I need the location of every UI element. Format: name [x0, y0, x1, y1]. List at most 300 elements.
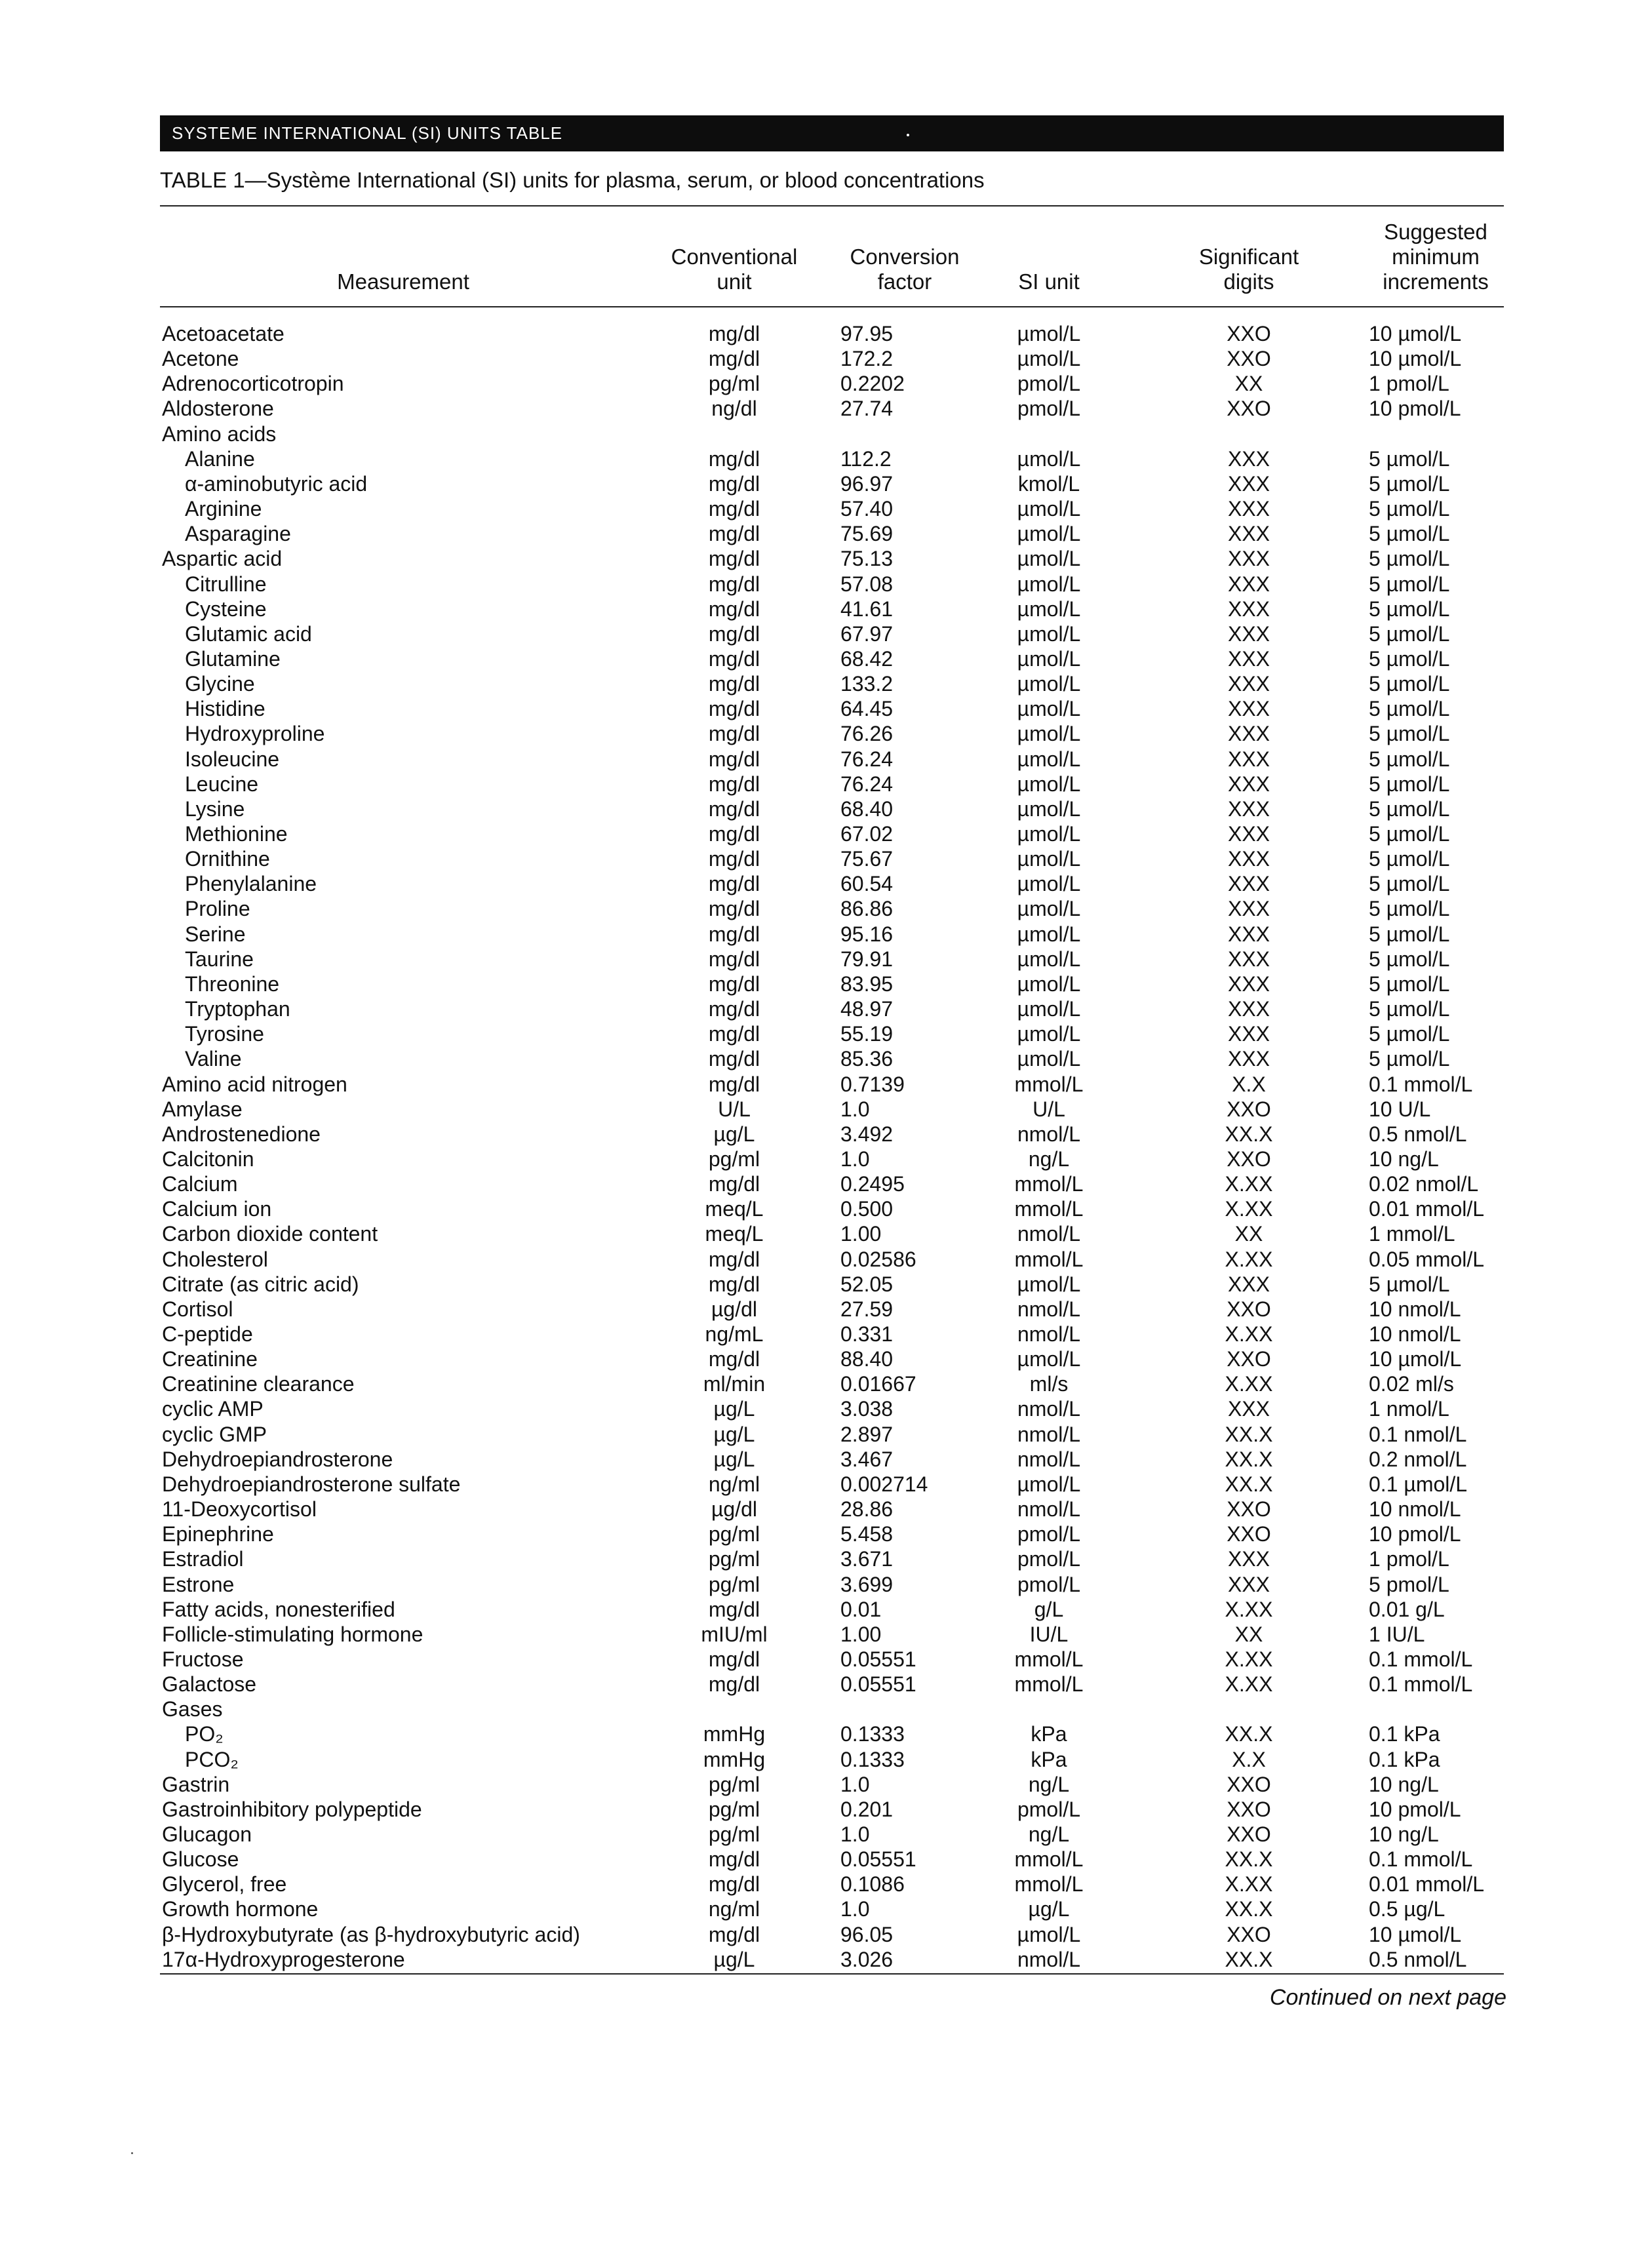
header-conventional-unit: Conventional unit [671, 245, 798, 294]
cell-suggested-increment: 5 µmol/L [1369, 997, 1450, 1021]
cell-conventional-unit: mg/dl [708, 522, 760, 545]
cell-conventional-unit: pg/ml [708, 1522, 760, 1546]
cell-significant-digits: XXX [1227, 672, 1270, 696]
cell-significant-digits: XXX [1227, 572, 1270, 596]
cell-conversion-factor: 96.97 [840, 472, 894, 496]
cell-measurement: Glycine [185, 672, 255, 696]
cell-suggested-increment: 0.5 nmol/L [1369, 1948, 1467, 1971]
cell-conversion-factor: 112.2 [840, 447, 892, 471]
header-suggested-minimum-increments: Suggested minimum increments [1383, 220, 1489, 294]
cell-suggested-increment: 0.1 nmol/L [1369, 1423, 1467, 1446]
cell-significant-digits: XXX [1227, 897, 1270, 920]
cell-measurement: Arginine [185, 497, 262, 521]
cell-conversion-factor: 76.26 [840, 722, 894, 745]
cell-si-unit: µmol/L [1017, 622, 1081, 646]
cell-si-unit: µmol/L [1017, 1272, 1081, 1296]
cell-conventional-unit: µg/L [713, 1948, 755, 1971]
cell-measurement: Threonine [185, 972, 280, 996]
cell-conversion-factor: 1.0 [840, 1147, 870, 1171]
cell-measurement: Hydroxyproline [185, 722, 325, 745]
table-row [0, 747, 1652, 772]
cell-measurement: Aldosterone [162, 397, 274, 420]
cell-measurement: Isoleucine [185, 747, 280, 771]
cell-conversion-factor: 0.05551 [840, 1647, 916, 1671]
table-row [0, 646, 1652, 671]
cell-measurement: Calcium [162, 1172, 238, 1196]
cell-conversion-factor: 1.00 [840, 1222, 882, 1246]
cell-measurement: Adrenocorticotropin [162, 372, 344, 395]
cell-significant-digits: XXX [1227, 622, 1270, 646]
cell-suggested-increment: 5 µmol/L [1369, 947, 1450, 971]
table-row [0, 1447, 1652, 1472]
cell-significant-digits: XXX [1227, 1022, 1270, 1046]
cell-si-unit: µmol/L [1017, 822, 1081, 846]
cell-significant-digits: XX.X [1225, 1423, 1273, 1446]
table-row [0, 597, 1652, 621]
cell-conventional-unit: ng/mL [705, 1322, 764, 1346]
cell-conversion-factor: 0.02586 [840, 1248, 916, 1271]
table-row [0, 846, 1652, 871]
cell-measurement: Gastrin [162, 1773, 230, 1796]
cell-conventional-unit: mg/dl [708, 1047, 760, 1071]
cell-measurement: Dehydroepiandrosterone sulfate [162, 1472, 461, 1496]
cell-conventional-unit: pg/ml [708, 1547, 760, 1571]
section-banner [160, 115, 1504, 151]
cell-si-unit: ml/s [1029, 1372, 1069, 1396]
cell-significant-digits: XX [1234, 1222, 1263, 1246]
cell-conversion-factor: 172.2 [840, 347, 894, 370]
cell-conventional-unit: mg/dl [708, 1672, 760, 1696]
table-row [0, 1322, 1652, 1347]
cell-si-unit: mmol/L [1014, 1672, 1084, 1696]
table-row [0, 371, 1652, 396]
cell-conventional-unit: pg/ml [708, 1573, 760, 1596]
cell-measurement: Valine [185, 1047, 242, 1071]
cell-conventional-unit: mg/dl [708, 897, 760, 920]
table-row [0, 1196, 1652, 1221]
cell-si-unit: µmol/L [1017, 697, 1081, 720]
cell-si-unit: µmol/L [1017, 347, 1081, 370]
table-row [0, 1922, 1652, 1947]
cell-significant-digits: XXX [1227, 497, 1270, 521]
cell-measurement: Fatty acids, nonesterified [162, 1598, 395, 1621]
cell-si-unit: µmol/L [1017, 997, 1081, 1021]
cell-conventional-unit: mg/dl [708, 647, 760, 671]
table-row [0, 1947, 1652, 1972]
cell-significant-digits: XX.X [1225, 1447, 1273, 1471]
cell-conversion-factor: 79.91 [840, 947, 894, 971]
table-row [0, 1147, 1652, 1171]
cell-significant-digits: XXO [1227, 397, 1271, 420]
cell-conversion-factor: 0.05551 [840, 1672, 916, 1696]
cell-measurement: Citrulline [185, 572, 267, 596]
cell-conventional-unit: mg/dl [708, 1847, 760, 1871]
cell-conventional-unit: µg/dl [711, 1297, 758, 1321]
table-row [0, 1822, 1652, 1847]
cell-measurement: Glutamic acid [185, 622, 312, 646]
cell-significant-digits: XXX [1227, 447, 1270, 471]
banner-title: SYSTEME INTERNATIONAL (SI) UNITS TABLE [172, 123, 563, 143]
cell-conversion-factor: 2.897 [840, 1423, 894, 1446]
cell-si-unit: µmol/L [1017, 1472, 1081, 1496]
cell-measurement: Gases [162, 1697, 223, 1721]
cell-significant-digits: XXX [1227, 947, 1270, 971]
cell-measurement: Calcium ion [162, 1197, 272, 1221]
cell-suggested-increment: 10 U/L [1369, 1097, 1431, 1121]
table-row [0, 772, 1652, 796]
cell-suggested-increment: 5 µmol/L [1369, 1272, 1450, 1296]
table-row [0, 947, 1652, 972]
cell-measurement: cyclic GMP [162, 1423, 267, 1446]
table-row [0, 321, 1652, 346]
cell-suggested-increment: 0.01 mmol/L [1369, 1872, 1485, 1896]
cell-significant-digits: XXX [1227, 1547, 1270, 1571]
cell-conventional-unit: mg/dl [708, 547, 760, 570]
cell-conventional-unit: ng/dl [711, 397, 757, 420]
cell-conversion-factor: 67.97 [840, 622, 894, 646]
cell-si-unit: kPa [1031, 1722, 1067, 1746]
cell-si-unit: µmol/L [1017, 797, 1081, 821]
table-row [0, 422, 1652, 446]
cell-si-unit: nmol/L [1017, 1297, 1081, 1321]
cell-significant-digits: XXX [1227, 747, 1270, 771]
cell-measurement: Cysteine [185, 597, 267, 621]
table-row [0, 1472, 1652, 1497]
cell-conversion-factor: 86.86 [840, 897, 894, 920]
cell-conversion-factor: 1.0 [840, 1822, 870, 1846]
table-row [0, 1721, 1652, 1746]
cell-conversion-factor: 68.42 [840, 647, 894, 671]
cell-conversion-factor: 3.026 [840, 1948, 894, 1971]
cell-measurement: Growth hormone [162, 1897, 319, 1921]
cell-significant-digits: XXX [1227, 972, 1270, 996]
cell-suggested-increment: 0.01 g/L [1369, 1598, 1445, 1621]
cell-conversion-factor: 1.00 [840, 1622, 882, 1646]
table-row [0, 922, 1652, 947]
cell-significant-digits: XX.X [1225, 1948, 1273, 1971]
cell-significant-digits: XX.X [1225, 1472, 1273, 1496]
cell-si-unit: µmol/L [1017, 872, 1081, 895]
cell-suggested-increment: 0.1 kPa [1369, 1722, 1440, 1746]
table-row [0, 446, 1652, 471]
cell-conventional-unit: µg/dl [711, 1497, 758, 1521]
cell-conventional-unit: mg/dl [708, 1872, 760, 1896]
cell-suggested-increment: 5 pmol/L [1369, 1573, 1449, 1596]
cell-conversion-factor: 75.67 [840, 847, 894, 871]
cell-conversion-factor: 27.74 [840, 397, 894, 420]
cell-significant-digits: XXX [1227, 647, 1270, 671]
cell-significant-digits: XXO [1227, 1773, 1271, 1796]
cell-si-unit: ng/L [1028, 1147, 1070, 1171]
cell-conventional-unit: pg/ml [708, 1822, 760, 1846]
cell-si-unit: µmol/L [1017, 497, 1081, 521]
cell-si-unit: pmol/L [1017, 397, 1081, 420]
cell-suggested-increment: 5 µmol/L [1369, 722, 1450, 745]
cell-si-unit: mmol/L [1014, 1072, 1084, 1096]
cell-measurement: Methionine [185, 822, 288, 846]
table-row [0, 1522, 1652, 1546]
cell-si-unit: mmol/L [1014, 1647, 1084, 1671]
cell-significant-digits: XXX [1227, 697, 1270, 720]
cell-si-unit: kPa [1031, 1748, 1067, 1771]
cell-conventional-unit: mg/dl [708, 797, 760, 821]
cell-si-unit: pmol/L [1017, 1547, 1081, 1571]
cell-measurement: cyclic AMP [162, 1397, 264, 1421]
cell-suggested-increment: 5 µmol/L [1369, 897, 1450, 920]
cell-significant-digits: XXO [1227, 1297, 1271, 1321]
cell-si-unit: nmol/L [1017, 1423, 1081, 1446]
cell-si-unit: mmol/L [1014, 1197, 1084, 1221]
cell-measurement: Cortisol [162, 1297, 233, 1321]
cell-suggested-increment: 10 µmol/L [1369, 1347, 1462, 1371]
table-row [0, 1897, 1652, 1921]
cell-conversion-factor: 95.16 [840, 922, 894, 946]
cell-measurement: Acetoacetate [162, 322, 285, 345]
table-row [0, 471, 1652, 496]
cell-significant-digits: XXO [1227, 1347, 1271, 1371]
cell-significant-digits: XXX [1227, 522, 1270, 545]
table-row [0, 1572, 1652, 1597]
cell-conversion-factor: 67.02 [840, 822, 894, 846]
cell-si-unit: pmol/L [1017, 1522, 1081, 1546]
cell-suggested-increment: 5 µmol/L [1369, 747, 1450, 771]
cell-measurement: Serine [185, 922, 246, 946]
cell-significant-digits: X.XX [1225, 1672, 1273, 1696]
table-row [0, 1347, 1652, 1371]
cell-significant-digits: XX.X [1225, 1897, 1273, 1921]
cell-si-unit: µmol/L [1017, 747, 1081, 771]
cell-conventional-unit: mg/dl [708, 922, 760, 946]
header-measurement: Measurement [337, 269, 469, 294]
table-row [0, 396, 1652, 421]
cell-conventional-unit: mg/dl [708, 497, 760, 521]
cell-conventional-unit: mIU/ml [701, 1622, 768, 1646]
cell-significant-digits: XXX [1227, 797, 1270, 821]
cell-si-unit: µmol/L [1017, 597, 1081, 621]
cell-significant-digits: XX [1234, 1622, 1263, 1646]
cell-conversion-factor: 0.002714 [840, 1472, 928, 1496]
cell-suggested-increment: 5 µmol/L [1369, 697, 1450, 720]
cell-si-unit: µmol/L [1017, 522, 1081, 545]
cell-suggested-increment: 5 µmol/L [1369, 522, 1450, 545]
cell-significant-digits: XXX [1227, 1397, 1270, 1421]
cell-significant-digits: X.XX [1225, 1197, 1273, 1221]
cell-measurement: α-aminobutyric acid [185, 472, 368, 496]
cell-measurement: Aspartic acid [162, 547, 283, 570]
cell-significant-digits: XXO [1227, 1147, 1271, 1171]
header-conversion-factor: Conversion factor [850, 245, 960, 294]
cell-conventional-unit: mg/dl [708, 1072, 760, 1096]
cell-suggested-increment: 10 ng/L [1369, 1822, 1439, 1846]
cell-measurement: Taurine [185, 947, 254, 971]
cell-si-unit: µmol/L [1017, 722, 1081, 745]
cell-si-unit: µmol/L [1017, 947, 1081, 971]
cell-suggested-increment: 5 µmol/L [1369, 822, 1450, 846]
cell-suggested-increment: 0.01 mmol/L [1369, 1197, 1485, 1221]
cell-significant-digits: XX.X [1225, 1122, 1273, 1146]
table-row [0, 572, 1652, 597]
cell-conversion-factor: 0.2495 [840, 1172, 905, 1196]
cell-significant-digits: XXX [1227, 922, 1270, 946]
cell-measurement: Tryptophan [185, 997, 290, 1021]
cell-measurement: Glucagon [162, 1822, 252, 1846]
cell-significant-digits: XXX [1227, 872, 1270, 895]
cell-si-unit: nmol/L [1017, 1447, 1081, 1471]
cell-measurement: Fructose [162, 1647, 244, 1671]
cell-conversion-factor: 0.1333 [840, 1722, 905, 1746]
cell-conventional-unit: mg/dl [708, 572, 760, 596]
cell-conventional-unit: pg/ml [708, 372, 760, 395]
table-row [0, 1097, 1652, 1122]
cell-si-unit: pmol/L [1017, 1573, 1081, 1596]
cell-conversion-factor: 27.59 [840, 1297, 894, 1321]
cell-significant-digits: XXO [1227, 1097, 1271, 1121]
cell-conventional-unit: ml/min [703, 1372, 766, 1396]
cell-conversion-factor: 3.038 [840, 1397, 894, 1421]
cell-significant-digits: XX.X [1225, 1722, 1273, 1746]
banner-speck [907, 134, 909, 136]
cell-suggested-increment: 0.1 kPa [1369, 1748, 1440, 1771]
table-row [0, 1797, 1652, 1822]
cell-significant-digits: X.XX [1225, 1248, 1273, 1271]
cell-significant-digits: X.XX [1225, 1647, 1273, 1671]
header-bottom-rule [160, 306, 1504, 307]
cell-si-unit: µmol/L [1017, 847, 1081, 871]
cell-significant-digits: X.XX [1225, 1598, 1273, 1621]
cell-measurement: Gastroinhibitory polypeptide [162, 1798, 422, 1821]
cell-si-unit: µmol/L [1017, 1022, 1081, 1046]
cell-conversion-factor: 60.54 [840, 872, 894, 895]
cell-conventional-unit: U/L [718, 1097, 751, 1121]
table-row [0, 621, 1652, 646]
cell-suggested-increment: 5 µmol/L [1369, 597, 1450, 621]
cell-conventional-unit: mg/dl [708, 322, 760, 345]
cell-conversion-factor: 3.699 [840, 1573, 894, 1596]
cell-suggested-increment: 0.02 ml/s [1369, 1372, 1454, 1396]
cell-conversion-factor: 1.0 [840, 1897, 870, 1921]
table-row [0, 796, 1652, 821]
cell-suggested-increment: 5 µmol/L [1369, 1022, 1450, 1046]
cell-suggested-increment: 5 µmol/L [1369, 672, 1450, 696]
table-row [0, 996, 1652, 1021]
cell-conventional-unit: mg/dl [708, 847, 760, 871]
cell-measurement: C-peptide [162, 1322, 253, 1346]
cell-suggested-increment: 5 µmol/L [1369, 972, 1450, 996]
cell-measurement: Amino acids [162, 422, 277, 446]
cell-conversion-factor: 64.45 [840, 697, 894, 720]
cell-conversion-factor: 0.331 [840, 1322, 894, 1346]
cell-si-unit: mmol/L [1014, 1872, 1084, 1896]
cell-si-unit: pmol/L [1017, 372, 1081, 395]
cell-si-unit: µmol/L [1017, 547, 1081, 570]
cell-measurement: Glycerol, free [162, 1872, 287, 1896]
cell-conventional-unit: ng/ml [708, 1472, 760, 1496]
cell-conventional-unit: meq/L [705, 1197, 764, 1221]
table-row [0, 1497, 1652, 1522]
table-row [0, 1747, 1652, 1772]
table-row [0, 521, 1652, 546]
cell-suggested-increment: 0.5 nmol/L [1369, 1122, 1467, 1146]
cell-significant-digits: XXX [1227, 722, 1270, 745]
cell-conversion-factor: 57.40 [840, 497, 894, 521]
cell-measurement: Calcitonin [162, 1147, 254, 1171]
cell-conventional-unit: ng/ml [708, 1897, 760, 1921]
cell-significant-digits: XXX [1227, 997, 1270, 1021]
cell-measurement: Creatinine [162, 1347, 258, 1371]
cell-significant-digits: XXX [1227, 822, 1270, 846]
cell-conversion-factor: 28.86 [840, 1497, 894, 1521]
cell-suggested-increment: 0.2 nmol/L [1369, 1447, 1467, 1471]
cell-conversion-factor: 0.1086 [840, 1872, 905, 1896]
cell-measurement: Amylase [162, 1097, 243, 1121]
cell-conventional-unit: meq/L [705, 1222, 764, 1246]
cell-suggested-increment: 10 nmol/L [1369, 1297, 1461, 1321]
cell-suggested-increment: 10 µmol/L [1369, 322, 1462, 345]
cell-conventional-unit: mg/dl [708, 1172, 760, 1196]
table-row [0, 1297, 1652, 1322]
table-row [0, 496, 1652, 521]
cell-conventional-unit: mg/dl [708, 447, 760, 471]
cell-suggested-increment: 0.1 mmol/L [1369, 1672, 1473, 1696]
cell-conventional-unit: mg/dl [708, 947, 760, 971]
cell-suggested-increment: 0.1 mmol/L [1369, 1847, 1473, 1871]
cell-suggested-increment: 5 µmol/L [1369, 922, 1450, 946]
cell-si-unit: nmol/L [1017, 1948, 1081, 1971]
cell-si-unit: mmol/L [1014, 1172, 1084, 1196]
cell-significant-digits: XXX [1227, 472, 1270, 496]
cell-suggested-increment: 5 µmol/L [1369, 447, 1450, 471]
cell-si-unit: µg/L [1028, 1897, 1070, 1921]
cell-suggested-increment: 0.1 mmol/L [1369, 1647, 1473, 1671]
table-bottom-rule [160, 1973, 1504, 1975]
cell-significant-digits: X.X [1232, 1072, 1266, 1096]
cell-suggested-increment: 0.02 nmol/L [1369, 1172, 1479, 1196]
cell-suggested-increment: 10 µmol/L [1369, 1923, 1462, 1946]
table-top-rule [160, 205, 1504, 206]
table-row [0, 1872, 1652, 1897]
cell-suggested-increment: 1 IU/L [1369, 1622, 1425, 1646]
cell-conventional-unit: mg/dl [708, 1647, 760, 1671]
cell-suggested-increment: 10 nmol/L [1369, 1497, 1461, 1521]
cell-conventional-unit: pg/ml [708, 1773, 760, 1796]
cell-si-unit: µmol/L [1017, 772, 1081, 796]
table-row [0, 696, 1652, 721]
cell-conventional-unit: pg/ml [708, 1798, 760, 1821]
table-row [0, 1171, 1652, 1196]
table-row [0, 1772, 1652, 1797]
cell-suggested-increment: 5 µmol/L [1369, 872, 1450, 895]
cell-conventional-unit: mg/dl [708, 672, 760, 696]
cell-si-unit: kmol/L [1017, 472, 1080, 496]
cell-measurement: Citrate (as citric acid) [162, 1272, 359, 1296]
cell-si-unit: U/L [1032, 1097, 1065, 1121]
cell-measurement: PCO₂ [185, 1748, 239, 1771]
cell-conversion-factor: 75.69 [840, 522, 894, 545]
cell-measurement: Acetone [162, 347, 239, 370]
table-row [0, 1622, 1652, 1647]
cell-si-unit: mmol/L [1014, 1847, 1084, 1871]
cell-si-unit: IU/L [1029, 1622, 1069, 1646]
cell-significant-digits: XXO [1227, 1497, 1271, 1521]
cell-si-unit: nmol/L [1017, 1497, 1081, 1521]
table-row [0, 1272, 1652, 1297]
cell-si-unit: pmol/L [1017, 1798, 1081, 1821]
continued-note: Continued on next page [1269, 1985, 1506, 2010]
cell-measurement: PO₂ [185, 1722, 224, 1746]
cell-si-unit: µmol/L [1017, 447, 1081, 471]
cell-measurement: 11-Deoxycortisol [162, 1497, 317, 1521]
cell-measurement: Estrone [162, 1573, 235, 1596]
